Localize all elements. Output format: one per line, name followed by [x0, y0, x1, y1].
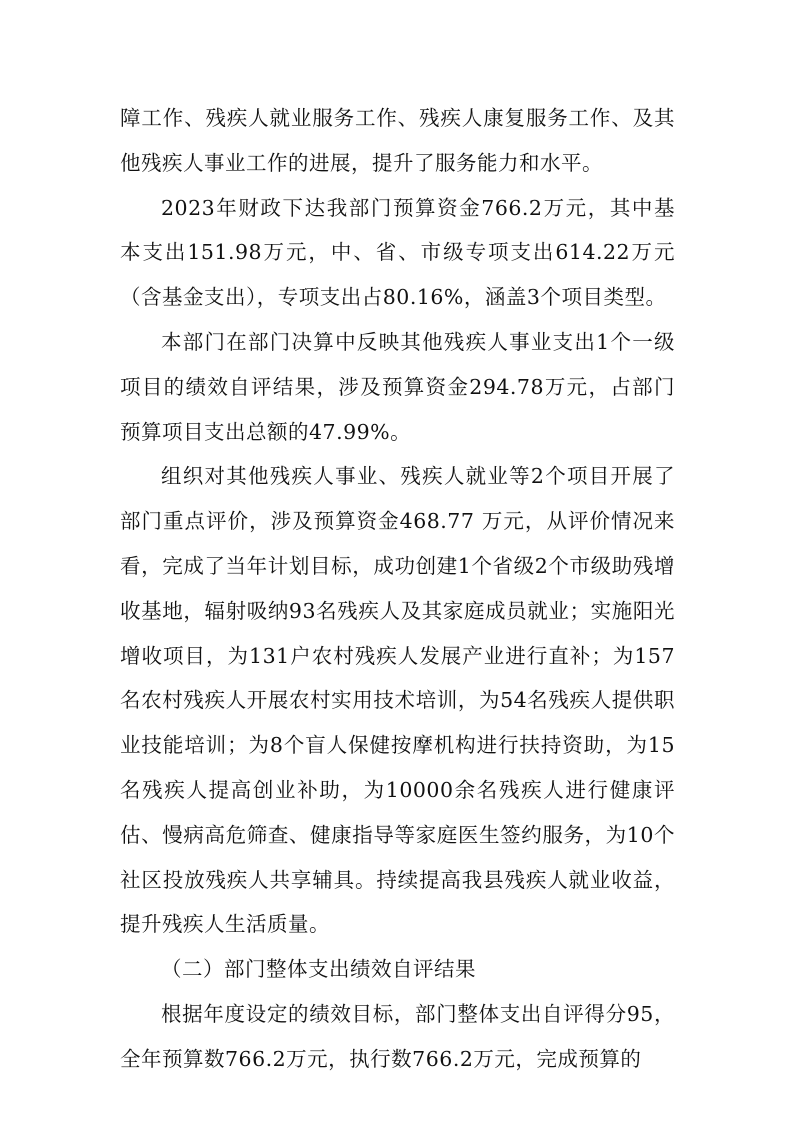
paragraph-continued: 障工作、残疾人就业服务工作、残疾人康复服务工作、及其他残疾人事业工作的进展，提升了服务能力和水平。 [120, 106, 675, 175]
paragraph-overall-score: 根据年度设定的绩效目标，部门整体支出自评得分95，全年预算数766.2万元，执行数766.2万元，完成预算的 [120, 1001, 675, 1071]
section-heading: （二）部门整体支出绩效自评结果 [161, 957, 476, 982]
document-body [120, 96, 675, 1082]
paragraph-project-self-evaluation: 本部门在部门决算中反映其他残疾人事业支出1个一级项目的绩效自评结果，涉及预算资金294.78万元，占部门预算项目支出总额的47.99%。 [120, 329, 675, 444]
paragraph-budget-overview: 2023年财政下达我部门预算资金766.2万元，其中基本支出151.98万元，中、省、市级专项支出614.22万元（含基金支出），专项支出占80.16%，涵盖3个项目类型。 [120, 195, 675, 310]
paragraph-key-evaluation: 组织对其他残疾人事业、残疾人就业等2个项目开展了部门重点评价，涉及预算资金468.77 万元，从评价情况来看，完成了当年计划目标，成功创建1个省级2个市级助残增收基地，辐射吸纳93名残疾人及其家庭成员就业；实施阳光增收项目，为131户农村残疾人发展产业进行直补；为157名农村残疾人开展农村实用技术培训，为54名残疾人提供职业技能培训；为8个盲人保健按摩机构进行扶持资助，为15名残疾人提高创业补助，为10000余名残疾人进行健康评估、慢病高危筛查、健康指导等家庭医生签约服务，为10个社区投放残疾人共享辅具。持续提高我县残疾人就业收益，提升残疾人生活质量。 [120, 464, 675, 937]
